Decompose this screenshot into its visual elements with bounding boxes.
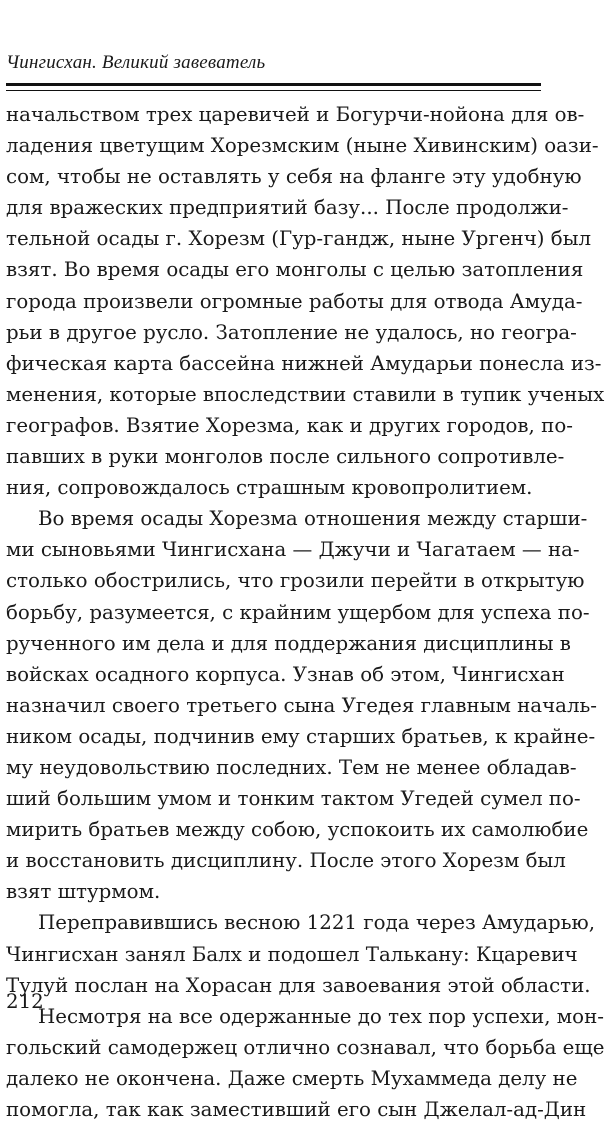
text-line: назначил своего третьего сына Угедея главным началь- <box>6 693 597 717</box>
text-line: ладения цветущим Хорезмским (ныне Хивинским) оази- <box>6 134 599 158</box>
header-rule-thin <box>6 90 541 91</box>
text-line: взят. Во время осады его монголы с целью затопления <box>6 258 584 282</box>
text-line: географов. Взятие Хорезма, как и других городов, по- <box>6 413 573 437</box>
text-line: ником осады, подчинив ему старших братьев, к крайне- <box>6 724 596 748</box>
page-body-text <box>6 99 605 1125</box>
text-line: помогла, так как заместивший его сын Джелал-ад-Дин <box>6 1098 587 1121</box>
text-line: павших в руки монголов после сильного сопротивле- <box>6 445 565 469</box>
text-line: гольский самодержец отлично сознавал, что борьба еще <box>6 1035 605 1059</box>
text-line: ми сыновьями Чингисхана — Джучи и Чагатаем — на- <box>6 538 580 562</box>
text-line: ния, сопровождалось страшным кровопролитием. <box>6 476 533 500</box>
text-line: борьбу, разумеется, с крайним ущербом для успеха по- <box>6 600 590 624</box>
text-line: и восстановить дисциплину. После этого Хорезм был <box>6 849 566 873</box>
text-line: войсках осадного корпуса. Узнав об этом, Чингисхан <box>6 662 565 686</box>
text-line: Несмотря на все одержанные до тех пор успехи, мон- <box>38 1004 604 1028</box>
running-head-title: Чингисхан. Великий завеватель <box>6 52 266 73</box>
text-line: рьи в другое русло. Затопление не удалось, но геогра- <box>6 320 577 344</box>
text-line: рученного им дела и для поддержания дисциплины в <box>6 631 571 655</box>
text-line: менения, которые впоследствии ставили в тупик ученых <box>6 382 605 406</box>
text-line: Чингисхан занял Балх и подошел Талькану: Кцаревич <box>6 942 578 966</box>
header-rule-thick <box>6 83 541 86</box>
text-line: для вражеских предприятий базу... После продолжи- <box>6 196 569 220</box>
text-line: мирить братьев между собою, успокоить их самолюбие <box>6 818 589 842</box>
text-line: Переправившись весною 1221 года через Амударью, <box>38 911 595 935</box>
text-line: начальством трех царевичей и Богурчи-нойона для ов- <box>6 103 585 126</box>
text-line: фическая карта бассейна нижней Амударьи понесла из- <box>6 351 602 375</box>
text-line: Во время осады Хорезма отношения между старши- <box>38 507 588 531</box>
text-line: столько обострились, что грозили перейти в открытую <box>6 569 585 593</box>
page-number: 212 <box>6 990 44 1013</box>
text-line: му неудовольствию последних. Тем не менее обладав- <box>6 755 577 779</box>
text-line: Тулуй послан на Хорасан для завоевания этой области. <box>6 973 591 997</box>
text-line: ший большим умом и тонким тактом Угедей сумел по- <box>6 787 581 811</box>
text-line: тельной осады г. Хорезм (Гур-гандж, ныне Ургенч) был <box>6 227 592 251</box>
text-line: сом, чтобы не оставлять у себя на фланге эту удобную <box>6 165 582 189</box>
text-line: города произвели огромные работы для отвода Амуда- <box>6 289 583 313</box>
text-line: взят штурмом. <box>6 880 161 904</box>
text-line: далеко не окончена. Даже смерть Мухаммеда делу не <box>6 1066 578 1090</box>
